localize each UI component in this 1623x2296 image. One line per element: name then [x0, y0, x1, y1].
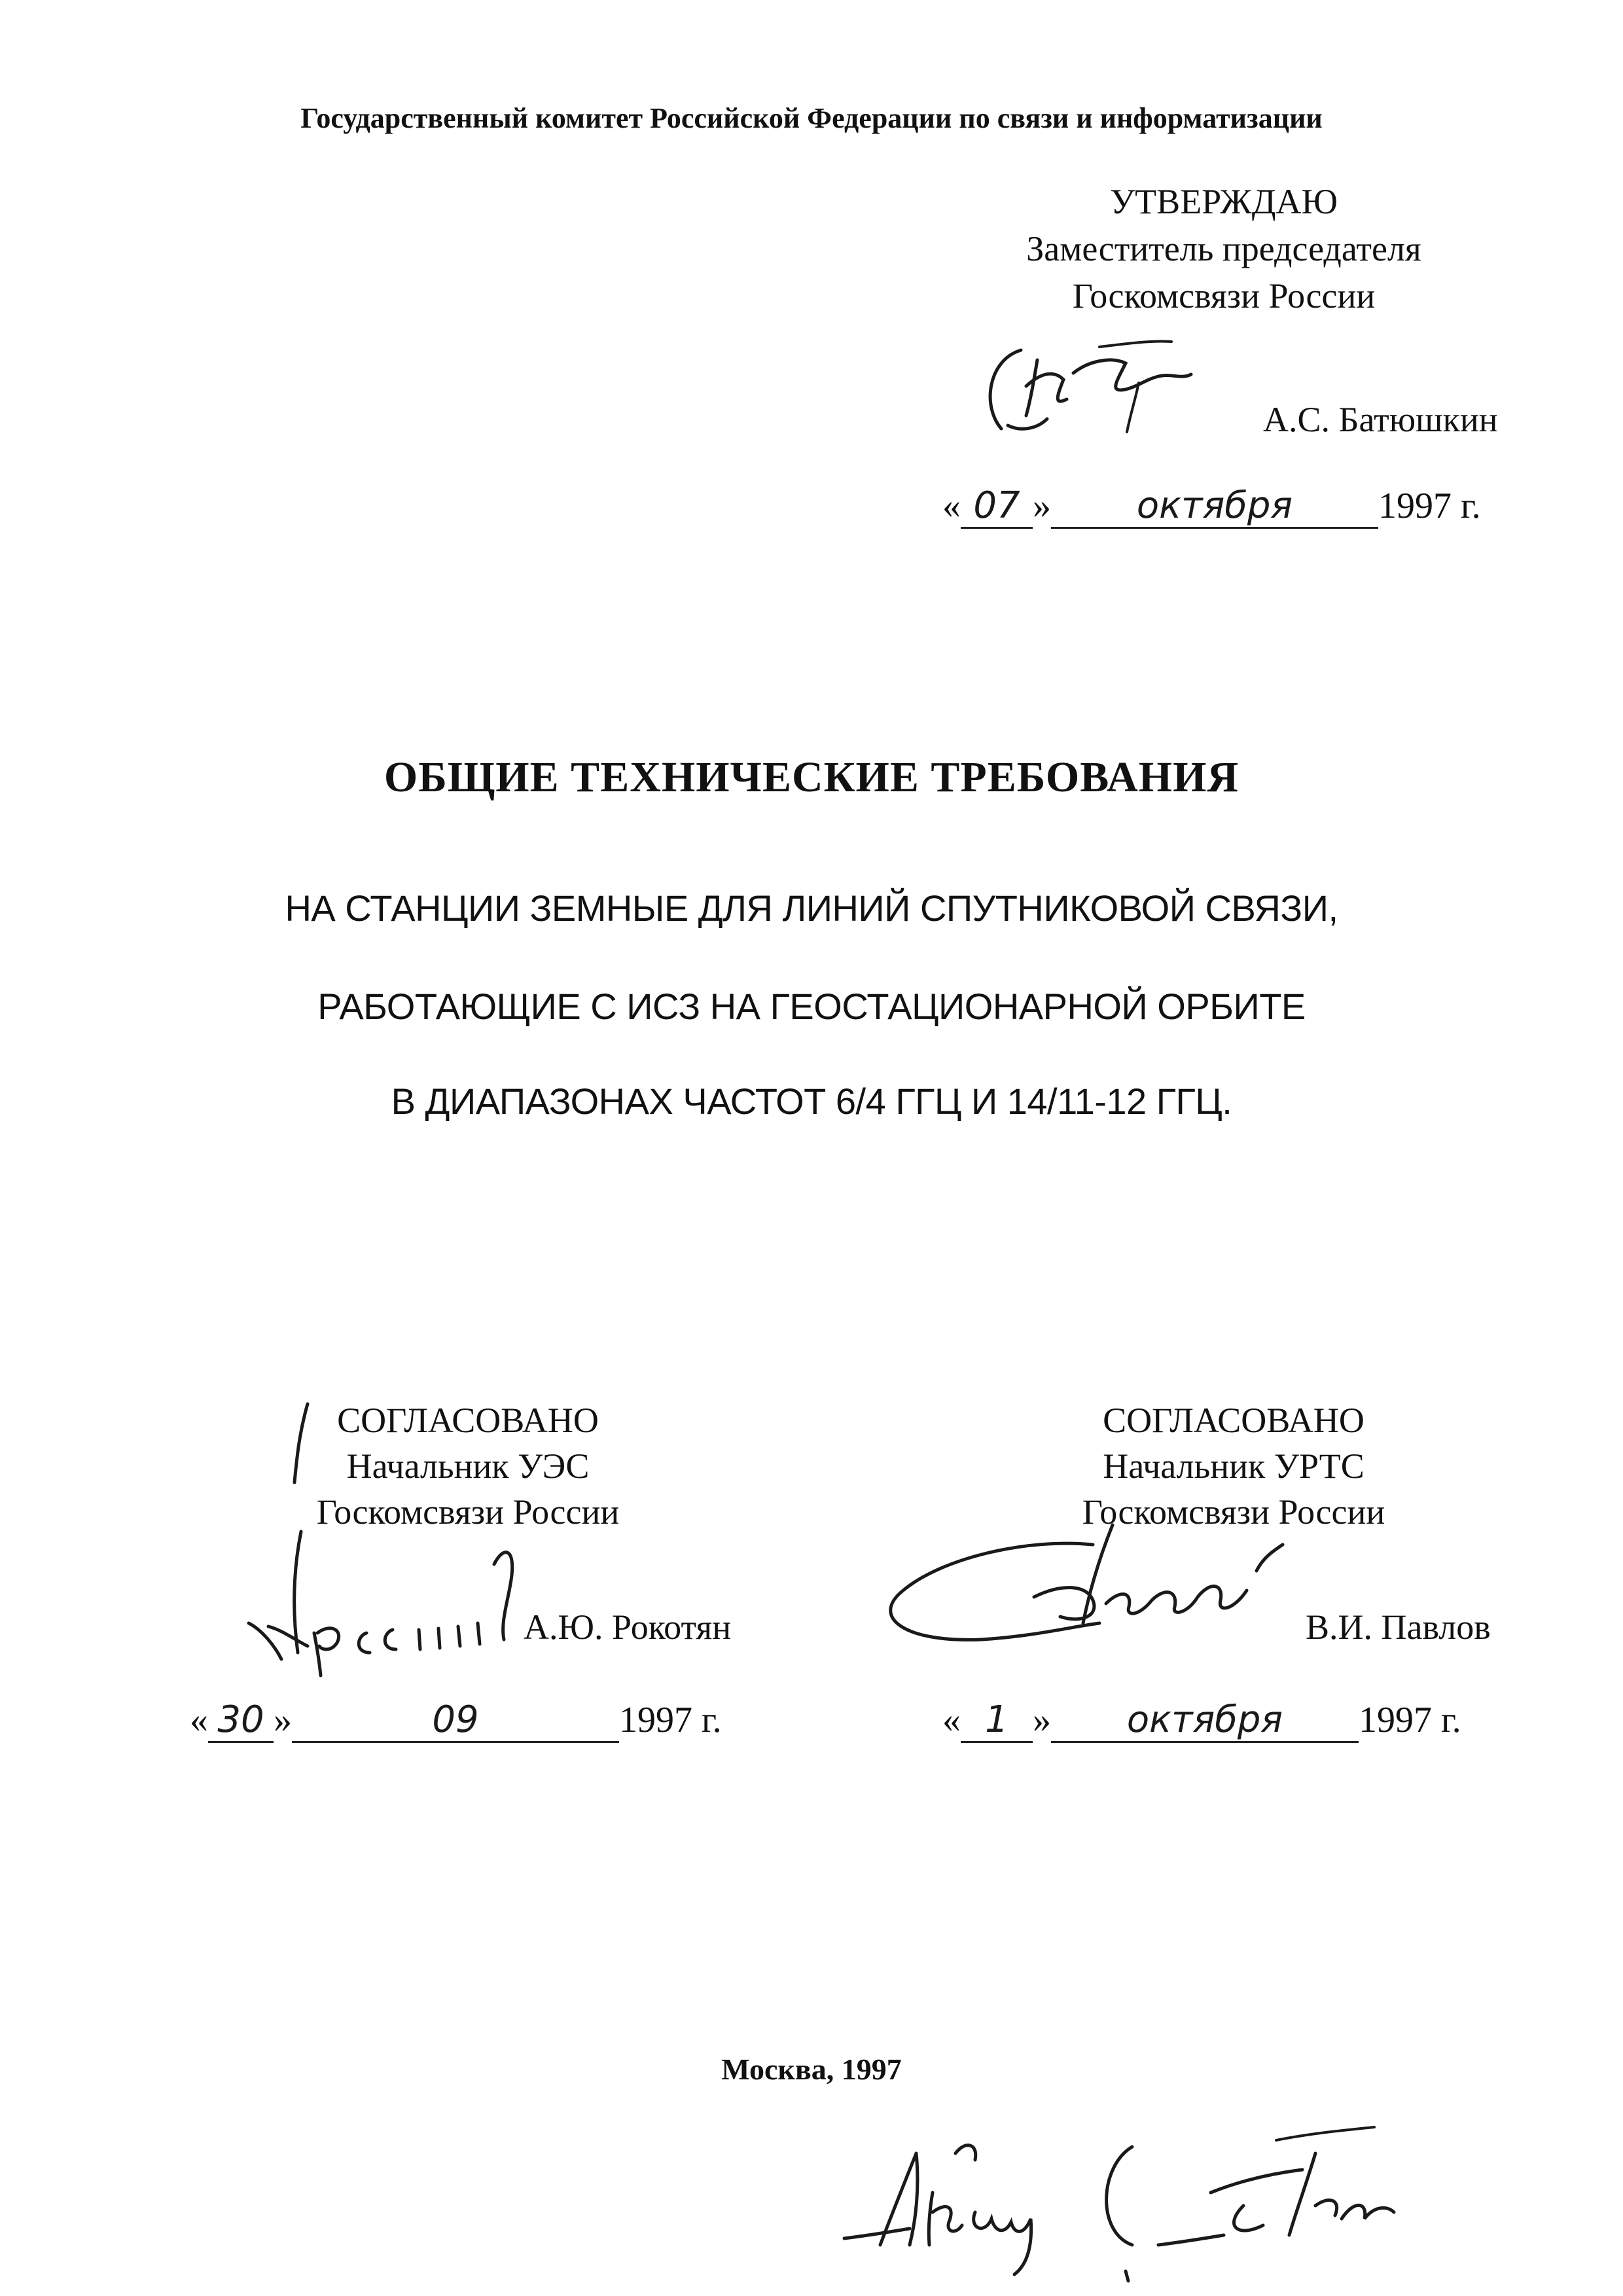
agreement-heading: СОГЛАСОВАНО: [337, 1401, 599, 1440]
approval-date: [942, 484, 1481, 529]
approval-date-day: 07: [961, 484, 1033, 529]
issuing-organization: Государственный комитет Российской Федерации по связи и информатизации: [300, 102, 1323, 134]
left-margin-mark: [288, 1401, 314, 1486]
approver-signature: [975, 334, 1211, 445]
footer-city-year: Москва, 1997: [721, 2053, 902, 2086]
agreement-block-left: [262, 1397, 674, 1535]
agreement-position-line1: Начальник УЭС: [346, 1446, 590, 1486]
left-signature: [242, 1525, 556, 1676]
approver-position-line2: Госкомсвязи России: [1072, 276, 1376, 315]
date-close-quote: »: [1033, 1700, 1051, 1740]
document-subtitle-line2: РАБОТАЮЩИЕ С ИСЗ НА ГЕОСТАЦИОНАРНОЙ ОРБИТЕ: [317, 986, 1306, 1027]
agreement-right-date-month: октября: [1051, 1698, 1359, 1743]
approver-name: А.С. Батюшкин: [1263, 400, 1498, 439]
agreement-left-date-year: 1997 г.: [619, 1700, 722, 1740]
approval-date-year: 1997 г.: [1378, 486, 1481, 526]
approval-block: [955, 178, 1492, 319]
agreement-position-line2: Госкомсвязи России: [1082, 1492, 1385, 1532]
date-close-quote: »: [274, 1700, 292, 1740]
approval-heading: УТВЕРЖДАЮ: [1109, 182, 1338, 221]
agreement-right-date-year: 1997 г.: [1359, 1700, 1461, 1740]
agreement-right-date-day: 1: [961, 1698, 1033, 1743]
document-subtitle-line3: В ДИАПАЗОНАХ ЧАСТОТ 6/4 ГГЦ И 14/11-12 ГГЦ.: [391, 1081, 1232, 1122]
approval-date-month: октября: [1051, 484, 1378, 529]
agreement-heading: СОГЛАСОВАНО: [1103, 1401, 1364, 1440]
footer-signatures: [818, 2114, 1440, 2284]
agreement-block-right: [1027, 1397, 1440, 1535]
date-open-quote: «: [190, 1700, 208, 1740]
date-close-quote: »: [1033, 486, 1051, 526]
agreement-position-line1: Начальник УРТС: [1103, 1446, 1364, 1486]
right-signature: [864, 1518, 1309, 1676]
document-subtitle-line1: НА СТАНЦИИ ЗЕМНЫЕ ДЛЯ ЛИНИЙ СПУТНИКОВОЙ СВЯЗИ,: [285, 888, 1338, 929]
agreement-left-date: [190, 1698, 722, 1743]
agreement-left-date-month: 09: [292, 1698, 619, 1743]
agreement-left-name: А.Ю. Рокотян: [524, 1607, 732, 1647]
agreement-right-name: В.И. Павлов: [1306, 1607, 1491, 1647]
date-open-quote: «: [942, 486, 961, 526]
agreement-position-line2: Госкомсвязи России: [316, 1492, 620, 1532]
document-title: ОБЩИЕ ТЕХНИЧЕСКИЕ ТРЕБОВАНИЯ: [383, 753, 1240, 801]
agreement-right-date: [942, 1698, 1461, 1743]
approver-position-line1: Заместитель председателя: [1026, 229, 1421, 268]
agreement-left-date-day: 30: [208, 1698, 274, 1743]
date-open-quote: «: [942, 1700, 961, 1740]
